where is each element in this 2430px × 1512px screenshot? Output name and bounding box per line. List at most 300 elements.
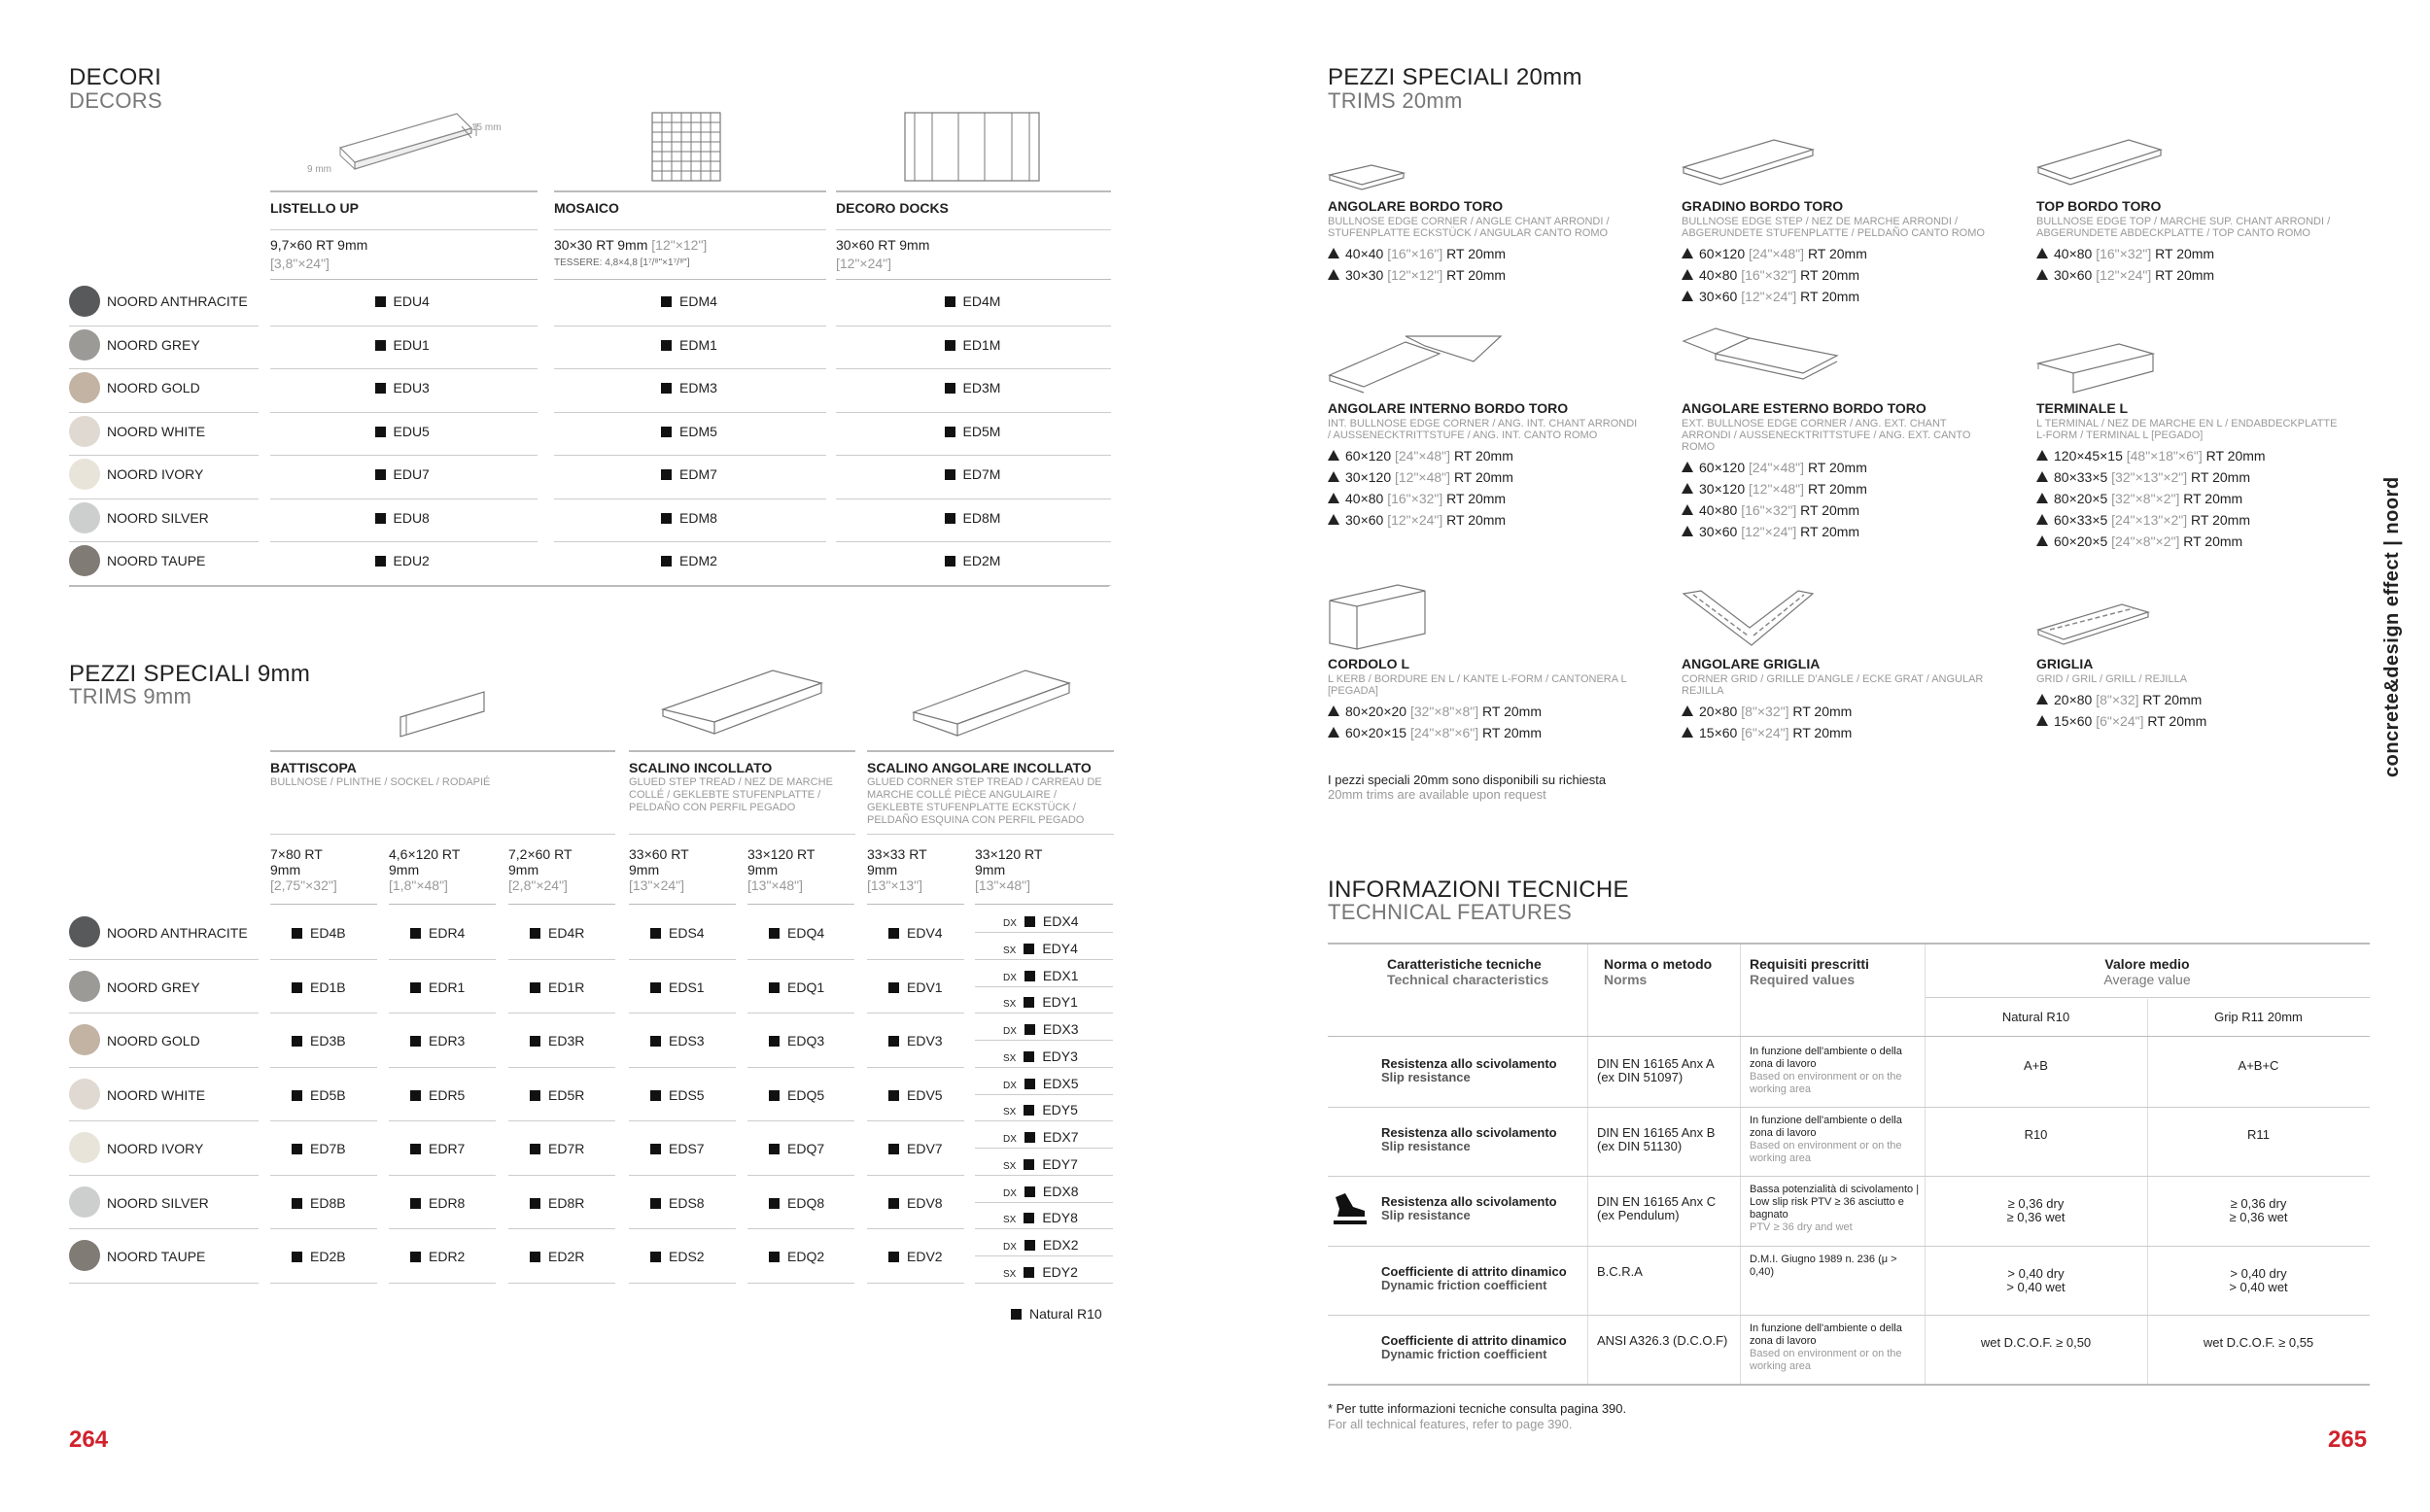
trim9-code-text: ED7R (548, 1141, 585, 1156)
natural-square-icon (530, 1090, 540, 1101)
corner-side-label: DX (1003, 972, 1017, 983)
trim9-code-text: EDR7 (429, 1141, 466, 1156)
tech-norm: DIN EN 16165 Anx A (ex DIN 51097) (1597, 1056, 1714, 1084)
row-rule (836, 498, 1111, 499)
decor-code-text: EDM2 (679, 553, 717, 568)
natural-square-icon (1024, 1105, 1034, 1116)
trim20-size-value: 30×30 (1345, 267, 1388, 283)
trim20-size-value: 30×60 (1699, 524, 1742, 539)
tech-head-char (1387, 956, 1548, 987)
docks-drawing (905, 113, 1039, 181)
tech-req (1750, 1254, 1920, 1279)
color-swatch (69, 916, 100, 947)
trim9-code-text: EDQ3 (787, 1033, 825, 1048)
trim9-code (769, 1195, 824, 1211)
trim9-code-text: EDR2 (429, 1249, 466, 1264)
tech-val-natural: R10 (2024, 1127, 2048, 1143)
corner-side-label: DX (1003, 1242, 1017, 1253)
natural-square-icon (375, 296, 386, 307)
trim20-size-thk: RT 20mm (1792, 704, 1853, 719)
trim9-group-name: SCALINO INCOLLATO (629, 760, 773, 775)
natural-square-icon (1024, 1132, 1035, 1143)
trim9-group-subrule (629, 834, 855, 835)
trim9-size-value: 7,2×60 RT (508, 846, 573, 862)
trim9-size-rule (270, 904, 377, 905)
triangle-icon (1328, 471, 1339, 482)
trim9-code (650, 1249, 705, 1264)
row-rule (69, 541, 259, 542)
row-rule (975, 1120, 1113, 1121)
tech-req (1750, 1184, 1920, 1234)
trim9-code-text: EDV5 (907, 1086, 943, 1103)
natural-square-icon (1024, 944, 1034, 954)
triangle-icon (1328, 727, 1339, 738)
tech-val-grip: > 0,40 dry > 0,40 wet (2229, 1265, 2288, 1294)
row-rule (975, 1255, 1113, 1256)
trim9-corner-code (1003, 1210, 1078, 1225)
trims20-title: PEZZI SPECIALI 20mm (1328, 64, 1582, 90)
trim9-code-text: EDR4 (429, 925, 466, 941)
trim9-code (888, 925, 943, 941)
trim20-size-row (1328, 701, 1649, 722)
trim9-corner-code (1003, 1156, 1078, 1172)
trim20-size-thk: RT 20mm (1807, 246, 1867, 261)
natural-square-icon (375, 383, 386, 394)
natural-square-icon (1024, 1267, 1034, 1278)
trim20-size-inch: [6"×24"] (1741, 725, 1793, 740)
natural-square-icon (650, 1198, 661, 1209)
trim9-code-text: ED5R (548, 1086, 585, 1103)
trim9-code-text: EDQ2 (787, 1249, 825, 1264)
tech-norm: ANSI A326.3 (D.C.O.F) (1597, 1332, 1728, 1348)
trim9-code-text: ED4R (548, 925, 585, 941)
natural-square-icon (661, 383, 672, 394)
angolare-esterno-drawing (1682, 326, 1842, 395)
trim20-size-row (2036, 488, 2357, 509)
trim9-code (650, 1141, 705, 1156)
triangle-icon (2036, 514, 2048, 525)
trim20-item (2036, 400, 2357, 552)
page-number-left: 264 (69, 1426, 109, 1453)
color-name: NOORD GREY (107, 336, 200, 353)
trim20-size-row (1328, 509, 1649, 531)
tech-val-natural: ≥ 0,36 dry ≥ 0,36 wet (2006, 1196, 2066, 1225)
trim20-sizes (2036, 445, 2357, 552)
row-rule (975, 1094, 1113, 1095)
tech-char-it: Resistenza allo scivolamento (1381, 1125, 1557, 1141)
row-rule (629, 1067, 736, 1068)
tech-char-en: Dynamic friction coefficient (1381, 1277, 1547, 1292)
row-rule (69, 959, 259, 960)
natural-square-icon (888, 928, 899, 939)
trim20-size-inch: [24"×13"×2"] (2111, 512, 2192, 528)
color-swatch (69, 1186, 100, 1218)
decor-code (375, 424, 430, 439)
natural-square-icon (769, 1252, 780, 1262)
natural-square-icon (1024, 1079, 1035, 1089)
trim9-code (410, 1249, 465, 1264)
corner-side-label: SX (1003, 999, 1017, 1011)
row-rule (629, 1228, 736, 1229)
trim9-code-text: EDS2 (669, 1249, 705, 1264)
color-name: NOORD GREY (107, 979, 200, 995)
natural-square-icon (661, 469, 672, 480)
row-rule (508, 1067, 615, 1068)
tech-char-en: Slip resistance (1381, 1208, 1471, 1223)
tech-char (1381, 1334, 1567, 1361)
decor-size-value: 9,7×60 RT (270, 237, 338, 253)
trim20-size-inch: [12"×12"] (1387, 267, 1447, 283)
tech-footnote-en: For all technical features, refer to page 390. (1328, 1417, 1573, 1431)
row-rule (975, 959, 1113, 960)
trim9-corner-code (1003, 941, 1078, 956)
trims20-note-it: I pezzi speciali 20mm sono disponibili su richiesta (1328, 773, 1607, 787)
triangle-icon (1328, 248, 1339, 258)
trim20-name: TERMINALE L (2036, 400, 2129, 416)
trim9-size-value: 33×120 RT (975, 846, 1043, 862)
decor-code-text: EDU1 (393, 336, 430, 353)
trim20-size-inch: [12"×48"] (1749, 481, 1808, 497)
tech-col-natural: Natural R10 (2001, 1010, 2070, 1024)
trim9-corner-code (1003, 1021, 1078, 1037)
decori-title: DECORI (69, 64, 162, 90)
trim9-size-thk: 9mm (747, 862, 779, 877)
decor-head-bottom-rule (836, 279, 1111, 280)
trim9-code (410, 1195, 465, 1211)
trim9-code-text: EDQ8 (787, 1194, 825, 1211)
trim20-size-inch: [24"×48"] (1395, 448, 1454, 464)
trim9-size-inch: [2,8"×24"] (508, 877, 568, 893)
tech-req (1750, 1115, 1920, 1165)
row-rule (270, 1013, 377, 1014)
trim20-size-row (2036, 445, 2357, 466)
trim20-size-value: 20×80 (2054, 692, 2097, 707)
trim20-size-inch: [32"×13"×2"] (2111, 469, 2192, 485)
trim9-code (410, 925, 465, 941)
gradino-bordo-toro-drawing (1682, 138, 1818, 187)
color-name: NOORD GOLD (107, 380, 200, 395)
tech-req-en: PTV ≥ 36 dry and wet (1750, 1221, 1853, 1234)
natural-square-icon (769, 928, 780, 939)
natural-square-icon (888, 1090, 899, 1101)
tech-head-norm-it: Norma o metodo (1604, 956, 1713, 972)
decor-code-text: EDM5 (679, 423, 717, 439)
row-rule (867, 1067, 964, 1068)
trim20-size-thk: RT 20mm (1800, 289, 1860, 304)
natural-square-icon (292, 1036, 302, 1047)
color-name: NOORD ANTHRACITE (107, 925, 248, 941)
trim20-size-inch: [12"×48"] (1395, 469, 1454, 485)
natural-square-icon (769, 1198, 780, 1209)
trim9-size-value: 4,6×120 RT (389, 846, 461, 862)
trim20-size-row (1682, 701, 2002, 722)
natural-square-icon (661, 556, 672, 567)
tech-char-it: Coefficiente di attrito dinamico (1381, 1332, 1567, 1348)
row-rule (270, 1228, 377, 1229)
decor-head-bottom-rule (270, 279, 538, 280)
row-rule (270, 498, 538, 499)
trim20-size-inch: [12"×24"] (1741, 524, 1801, 539)
battiscopa-drawing (399, 690, 496, 739)
angolare-griglia-drawing (1682, 589, 1818, 652)
decor-col-subrule (836, 229, 1111, 230)
row-rule (270, 455, 538, 456)
trim9-size-value: 33×60 RT (629, 846, 689, 862)
trim20-size-thk: RT 20mm (2155, 246, 2215, 261)
trim9-group-rule (270, 750, 615, 752)
trim9-code-text: EDR5 (429, 1086, 466, 1103)
trim9-code (650, 1195, 705, 1211)
trim9-code-text: ED3R (548, 1033, 585, 1048)
triangle-icon (2036, 269, 2048, 280)
trim9-corner-code-text: EDX2 (1042, 1237, 1079, 1253)
trim9-size (389, 846, 460, 893)
natural-square-icon (410, 928, 421, 939)
top-bordo-toro-drawing (2036, 138, 2163, 187)
trim20-size-value: 15×60 (2054, 713, 2097, 729)
color-name: NOORD IVORY (107, 1141, 204, 1156)
tech-head-char-it: Caratteristiche tecniche (1387, 956, 1542, 972)
color-swatch (69, 1132, 100, 1163)
trim9-code-text: EDV7 (907, 1141, 943, 1156)
tech-title: INFORMAZIONI TECNICHE (1328, 876, 1629, 903)
trim9-code-text: ED2B (310, 1249, 346, 1264)
trim9-code-text: EDS8 (669, 1194, 705, 1211)
triangle-icon (2036, 715, 2048, 726)
tech-row-rule (1328, 1246, 2370, 1247)
natural-square-icon (410, 982, 421, 993)
trim20-size-thk: RT 20mm (1453, 469, 1513, 485)
tech-req (1750, 1323, 1920, 1373)
decor-code-text: EDU3 (393, 380, 430, 395)
color-name: NOORD GOLD (107, 1033, 200, 1048)
triangle-icon (1682, 269, 1693, 280)
triangle-icon (1328, 514, 1339, 525)
scalino-drawing (661, 666, 826, 739)
trim9-corner-code (1003, 1184, 1078, 1199)
trim9-size-value: 7×80 RT (270, 846, 323, 862)
trim9-group-desc: GLUED STEP TREAD / NEZ DE MARCHE COLLÉ / GEKLEBTE STUFENPLATTE / PELDAÑO CON PERFIL PEGADO (629, 776, 833, 813)
tech-val-natural: > 0,40 dry > 0,40 wet (2006, 1265, 2066, 1294)
griglia-drawing (2036, 602, 2153, 646)
row-rule (975, 932, 1113, 933)
trim9-code (769, 925, 824, 941)
trim20-size-row (1328, 722, 1649, 743)
decor-code (375, 510, 430, 526)
natural-square-icon (945, 340, 955, 351)
trim20-size-inch: [6"×24"] (2096, 713, 2148, 729)
trim9-size (867, 846, 927, 893)
natural-square-icon (1024, 1159, 1034, 1170)
trim20-size-row (1682, 722, 2002, 743)
triangle-icon (1682, 291, 1693, 301)
natural-square-icon (1011, 1309, 1022, 1320)
trim20-size-row (1328, 466, 1649, 488)
decor-code-text: ED2M (962, 553, 1001, 568)
tech-req-en: Based on environment or on the working area (1750, 1347, 1902, 1372)
terminale-l-drawing (2036, 342, 2163, 395)
color-swatch (69, 372, 100, 403)
tech-row-rule (1328, 1315, 2370, 1316)
trim20-item (1328, 198, 1649, 286)
decor-code-text: EDU4 (393, 293, 430, 309)
natural-square-icon (769, 1036, 780, 1047)
trim9-corner-code-text: EDY2 (1042, 1263, 1078, 1280)
triangle-icon (2036, 493, 2048, 503)
trim20-sizes (2036, 689, 2357, 732)
trim20-sizes (1682, 243, 2002, 307)
decor-code-text: ED7M (962, 466, 1001, 482)
row-rule (389, 1283, 496, 1284)
trim20-size-row (1682, 499, 2002, 521)
triangle-icon (1328, 450, 1339, 461)
trim20-sizes (1328, 445, 1649, 531)
trim20-size-thk: RT 20mm (1807, 481, 1867, 497)
trim9-code (650, 1087, 705, 1103)
trim9-code-text: ED3B (310, 1033, 346, 1048)
decor-col-subrule (270, 229, 538, 230)
trim20-size-inch: [24"×8"×6"] (1409, 725, 1483, 740)
trim20-name: ANGOLARE INTERNO BORDO TORO (1328, 400, 1569, 416)
trim9-code (292, 925, 346, 941)
row-rule (975, 1040, 1113, 1041)
trim9-group-subrule (270, 834, 615, 835)
trim9-code-text: ED1B (310, 979, 346, 995)
trim9-code (888, 979, 943, 995)
tech-norm: DIN EN 16165 Anx C (ex Pendulum) (1597, 1194, 1717, 1223)
trim9-code (769, 1087, 824, 1103)
trim9-code (410, 1033, 465, 1048)
decor-size-thk: 9mm (899, 237, 930, 253)
triangle-icon (2036, 535, 2048, 546)
natural-square-icon (375, 556, 386, 567)
trim9-size (508, 846, 573, 893)
trims9-subtitle: TRIMS 9mm (69, 684, 192, 708)
color-name: NOORD WHITE (107, 1086, 206, 1103)
row-rule (867, 959, 964, 960)
tech-head-val-en: Average value (2103, 972, 2191, 987)
trim20-size-row (1682, 521, 2002, 542)
decor-code-text: EDM8 (679, 509, 717, 526)
natural-square-icon (530, 982, 540, 993)
row-rule (554, 368, 826, 369)
trim9-size-inch: [13"×13"] (867, 877, 923, 893)
decor-code-text: ED8M (962, 509, 1001, 526)
natural-square-icon (292, 928, 302, 939)
trim9-corner-code-text: EDY1 (1042, 994, 1078, 1011)
row-rule (629, 1283, 736, 1284)
trim9-size-thk: 9mm (389, 862, 420, 877)
trims9-title: PEZZI SPECIALI 9mm (69, 661, 311, 687)
trim20-sizes (1682, 457, 2002, 542)
natural-square-icon (650, 1252, 661, 1262)
tech-norm: DIN EN 16165 Anx B (ex DIN 51130) (1597, 1125, 1716, 1154)
trim20-size-value: 30×60 (1699, 289, 1742, 304)
color-swatch (69, 1079, 100, 1110)
row-rule (747, 1120, 854, 1121)
decor-col-rule (836, 190, 1111, 192)
tech-head-char-en: Technical characteristics (1387, 972, 1549, 987)
tech-req-it: Bassa potenzialità di scivolamento | Low slip risk PTV ≥ 36 asciutto e bagnato (1750, 1184, 1920, 1221)
trim9-code (888, 1195, 943, 1211)
triangle-icon (1682, 248, 1693, 258)
color-name: NOORD SILVER (107, 509, 209, 526)
trim9-code-text: ED2R (548, 1249, 585, 1264)
row-rule (554, 541, 826, 542)
trim20-size-value: 30×60 (1345, 512, 1388, 528)
trim20-item (2036, 198, 2357, 286)
trim20-size-inch: [24"×48"] (1749, 246, 1808, 261)
decor-code-text: EDU7 (393, 466, 430, 482)
row-rule (270, 1283, 377, 1284)
triangle-icon (1328, 705, 1339, 716)
trim20-size-row (2036, 243, 2357, 264)
tech-head-rule (1328, 1036, 2370, 1037)
trim20-size-row (2036, 509, 2357, 531)
trim9-code-text: ED5B (310, 1086, 346, 1103)
corner-side-label: DX (1003, 1026, 1017, 1037)
decor-code (945, 293, 1001, 309)
trim20-name: TOP BORDO TORO (2036, 198, 2162, 214)
trim20-item (1682, 656, 2002, 743)
tech-row-rule (1328, 1107, 2370, 1108)
natural-square-icon (888, 1198, 899, 1209)
tech-head-req-it: Requisiti prescritti (1750, 956, 1869, 972)
natural-square-icon (410, 1090, 421, 1101)
trim20-size-value: 20×80 (1699, 704, 1742, 719)
decor-col-rule (270, 190, 538, 192)
trim20-size-thk: RT 20mm (1482, 704, 1542, 719)
trim9-code-text: EDQ1 (787, 979, 825, 995)
natural-square-icon (888, 1252, 899, 1262)
trim9-code-text: EDQ5 (787, 1086, 825, 1103)
tech-char-en: Slip resistance (1381, 1070, 1471, 1084)
natural-square-icon (1024, 1051, 1034, 1062)
trim9-code (888, 1141, 943, 1156)
trim20-size-thk: RT 20mm (1446, 267, 1507, 283)
natural-square-icon (375, 340, 386, 351)
trim9-code-text: ED4B (310, 925, 346, 941)
row-rule (629, 1120, 736, 1121)
decor-size-value: 30×30 RT (554, 237, 618, 253)
trim20-size-value: 60×120 (1699, 460, 1749, 475)
natural-square-icon (375, 469, 386, 480)
trim20-size-value: 60×20×5 (2054, 533, 2112, 549)
trim20-size-inch: [32"×8"×8"] (1409, 704, 1483, 719)
trim20-name: ANGOLARE ESTERNO BORDO TORO (1682, 400, 1927, 416)
color-swatch (69, 1240, 100, 1271)
natural-square-icon (650, 982, 661, 993)
tech-char (1381, 1265, 1567, 1292)
trim20-size-inch: [8"×32] (2096, 692, 2143, 707)
decor-code (661, 424, 717, 439)
trim9-size-rule (867, 904, 964, 905)
trim20-desc: GRID / GRIL / GRILL / REJILLA (2036, 673, 2188, 685)
natural-square-icon (1024, 971, 1035, 981)
trim9-size-inch: [2,75"×32"] (270, 877, 337, 893)
decor-code (375, 466, 430, 482)
trim9-size-inch: [1,8"×48"] (389, 877, 448, 893)
triangle-icon (1682, 705, 1693, 716)
corner-side-label: SX (1003, 945, 1017, 956)
decor-code (945, 424, 1001, 439)
decor-col-rule (554, 190, 826, 192)
trim9-corner-code (1003, 994, 1078, 1010)
row-rule (508, 1013, 615, 1014)
trim20-size-thk: RT 20mm (1800, 267, 1860, 283)
trim9-code (769, 1249, 824, 1264)
decor-code-text: ED4M (962, 293, 1001, 309)
